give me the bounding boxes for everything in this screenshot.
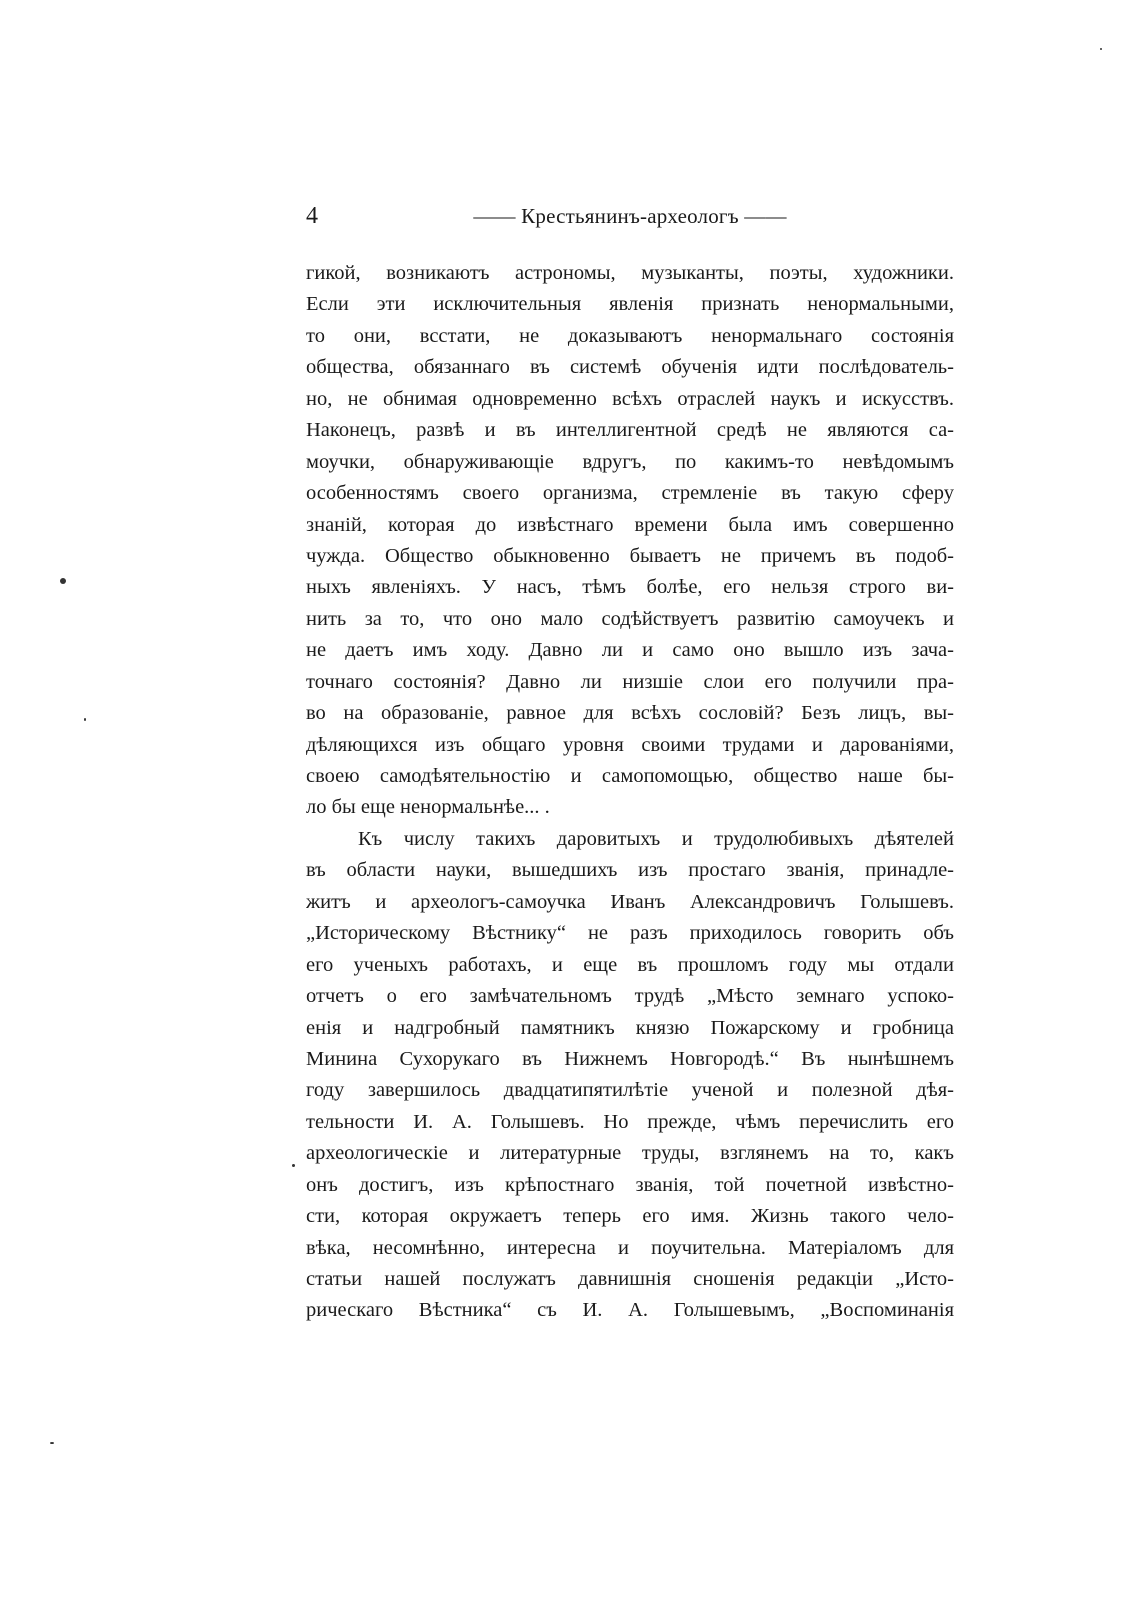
text-line: общества, обязаннаго въ системѣ обученія идти послѣдователь- [306,356,954,379]
text-line: въ области науки, вышедшихъ изъ простаго званія, принадле- [306,859,954,882]
scan-speck [292,1164,295,1167]
text-line: знаній, которая до извѣстнаго времени была имъ совершенно [306,513,954,536]
text-line: особенностямъ своего организма, стремленіе въ такую сферу [306,482,954,505]
page-number: 4 [306,202,318,229]
text-line: вѣка, несомнѣнно, интересна и поучительна. Матеріаломъ для [306,1236,954,1259]
text-line: сти, которая окружаетъ теперь его имя. Жизнь такого чело- [306,1205,954,1228]
text-line: чужда. Общество обыкновенно бываетъ не причемъ въ подоб- [306,544,954,567]
text-line: году завершилось двадцатипятилѣтіе ученой и полезной дѣя- [306,1079,954,1102]
text-line: Если эти исключительныя явленія признать ненормальными, [306,293,954,316]
text-line: своею самодѣятельностію и самопомощью, общество наше бы- [306,765,954,787]
text-line: „Историческому Вѣстнику“ не разъ приходилось говорить объ [306,922,954,945]
text-line: Минина Сухорукаго въ Нижнемъ Новгородѣ.“ Въ нынѣшнемъ [306,1047,954,1070]
text-line: его ученыхъ работахъ, и еще въ прошломъ году мы отдали [306,953,954,976]
text-line: не даетъ имъ ходу. Давно ли и само оно вышло изъ зача- [306,639,954,662]
paragraph-1 [306,258,954,824]
text-line: археологическіе и литературные труды, взглянемъ на то, какъ [306,1142,954,1165]
text-line: отчетъ о его замѣчательномъ трудѣ „Мѣсто земнаго успоко- [306,985,954,1008]
paragraph-2 [306,824,954,1327]
text-line: статьи нашей послужатъ давнишнія сношенія редакціи „Исто- [306,1268,954,1290]
text-line: рическаго Вѣстника“ съ И. А. Голышевымъ, „Воспоминанія [306,1299,954,1322]
text-line: ло бы еще ненормальнѣе... . [306,796,550,819]
scan-speck [1100,48,1102,50]
scan-speck [84,718,86,721]
text-line: ныхъ явленіяхъ. У насъ, тѣмъ болѣе, его нельзя строго ви- [306,576,954,599]
running-title: —— Крестьянинъ-археологъ —— [473,203,787,228]
text-line: Къ числу такихъ даровитыхъ и трудолюбивыхъ дѣятелей [358,827,954,850]
scan-speck [50,1442,54,1444]
scan-speck [60,578,66,584]
text-line: точнаго состоянія? Давно ли низшіе слои его получили пра- [306,670,954,693]
text-line: тельности И. А. Голышевъ. Но прежде, чѣмъ перечислить его [306,1110,954,1133]
text-line: житъ и археологъ-самоучка Иванъ Александровичъ Голышевъ. [306,890,954,913]
text-line: во на образованіе, равное для всѣхъ сословій? Безъ лицъ, вы- [306,702,954,725]
text-line: енія и надгробный памятникъ князю Пожарскому и гробница [306,1016,954,1039]
text-line: моучки, обнаруживающіе вдругъ, по какимъ-то невѣдомымъ [306,450,954,473]
text-line: Наконецъ, развѣ и въ интеллигентной средѣ не являются са- [306,419,954,442]
text-line: но, не обнимая одновременно всѣхъ отраслей наукъ и искусствъ. [306,387,954,410]
text-line: нить за то, что оно мало содѣйствуетъ развитію самоучекъ и [306,607,954,630]
text-line: онъ достигъ, изъ крѣпостнаго званія, той почетной извѣстно- [306,1173,954,1196]
text-line: гикой, возникаютъ астрономы, музыканты, поэты, художники. [306,262,954,284]
text-line: то они, всстати, не доказываютъ ненормальнаго состоянія [306,324,954,347]
body-text [306,258,954,1327]
text-line: дѣляющихся изъ общаго уровня своими трудами и дарованіями, [306,733,954,756]
page-header [306,200,954,232]
